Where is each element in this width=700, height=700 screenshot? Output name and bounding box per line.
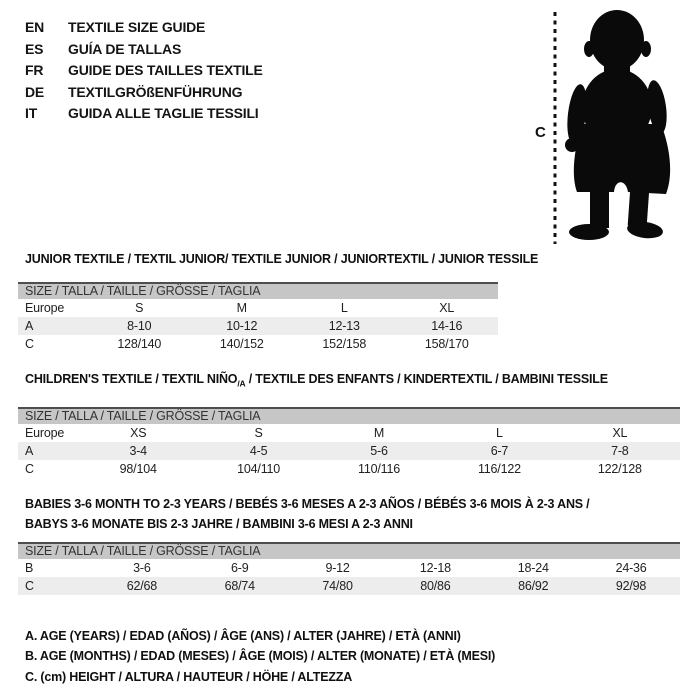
value-cell: 3-4: [129, 443, 147, 458]
value-cell: 5-6: [370, 443, 388, 458]
children-age-row: [18, 442, 680, 460]
size-cell: S: [135, 301, 144, 315]
value-cell: 140/152: [219, 337, 264, 351]
value-cell: 116/122: [477, 461, 521, 476]
row-label: C: [25, 579, 34, 593]
title-part: / TEXTILE DES ENFANTS / KINDERTEXTIL / BAMBINI TESSILE: [245, 372, 608, 386]
toddler-silhouette: [564, 10, 670, 240]
lang-title: TEXTILE SIZE GUIDE: [68, 19, 206, 35]
value-cell: 9-12: [325, 561, 350, 575]
lang-row-de: [25, 82, 263, 104]
value-cell: 4-5: [249, 443, 268, 458]
row-label: Europe: [25, 425, 65, 440]
lang-code: IT: [25, 105, 38, 121]
lang-title: TEXTILGRÖßENFÜHRUNG: [68, 83, 243, 100]
value-cell: 158/170: [424, 337, 469, 351]
language-title-list: [25, 17, 263, 125]
lang-code: ES: [25, 40, 44, 57]
junior-size-header-row: [18, 282, 498, 299]
babies-size-table: [18, 494, 680, 595]
legend-line-b: B. AGE (MONTHS) / EDAD (MESES) / ÂGE (MOIS) / ALTER (MONATE) / ETÀ (MESI): [25, 649, 496, 664]
size-cell: M: [236, 301, 247, 315]
lang-row-es: [25, 39, 263, 61]
size-figure-svg: [530, 4, 698, 248]
size-cell: L: [496, 425, 503, 440]
row-label: A: [25, 443, 34, 458]
lang-row-en: [25, 17, 263, 39]
value-cell: 10-12: [226, 319, 258, 333]
value-cell: 6-7: [490, 443, 509, 458]
value-cell: 12-13: [328, 319, 360, 333]
legend-line-c: C. (cm) HEIGHT / ALTURA / HAUTEUR / HÖHE / ALTEZZA: [25, 669, 353, 684]
children-size-header-row: [18, 407, 680, 424]
value-cell: 14-16: [431, 319, 463, 333]
lang-code: EN: [25, 19, 45, 35]
junior-height-row: [18, 335, 498, 353]
value-cell: 152/158: [322, 337, 367, 351]
value-cell: 3-6: [133, 561, 151, 575]
value-cell: 18-24: [517, 561, 549, 575]
title-line-2: BABYS 3-6 MONATE BIS 2-3 JAHRE / BAMBINI 3-6 MESI A 2-3 ANNI: [25, 517, 413, 531]
size-cell: XL: [612, 425, 628, 440]
value-cell: 7-8: [611, 443, 629, 458]
size-header-text: SIZE / TALLA / TAILLE / GRÖSSE / TAGLIA: [25, 284, 261, 298]
value-cell: 98/104: [119, 461, 157, 476]
junior-size-table: [18, 252, 539, 353]
value-cell: 62/68: [126, 579, 158, 593]
lang-code: FR: [25, 62, 44, 78]
lang-title: GUÍA DE TALLAS: [68, 40, 182, 57]
lang-row-it: [25, 103, 263, 125]
junior-table-title: JUNIOR TEXTILE / TEXTIL JUNIOR/ TEXTILE JUNIOR / JUNIORTEXTIL / JUNIOR TESSILE: [25, 252, 539, 266]
babies-table-title: [25, 494, 680, 534]
row-label: C: [25, 337, 34, 351]
children-height-row: [18, 460, 680, 478]
children-size-table: [18, 372, 680, 478]
junior-europe-row: [18, 299, 498, 317]
size-figure: [530, 4, 698, 248]
title-part: CHILDREN'S TEXTILE / TEXTIL NIÑO: [25, 372, 238, 386]
children-table-title: [25, 372, 680, 391]
legend-line-a: A. AGE (YEARS) / EDAD (AÑOS) / ÂGE (ANS) / ALTER (JAHRE) / ETÀ (ANNI): [25, 629, 461, 643]
size-cell: M: [373, 425, 385, 440]
measure-legend: [25, 626, 495, 687]
value-cell: 86/92: [518, 579, 549, 593]
lang-row-fr: [25, 60, 263, 82]
babies-size-header-row: [18, 542, 680, 559]
size-cell: XL: [439, 301, 455, 315]
lang-title: GUIDA ALLE TAGLIE TESSILI: [68, 105, 259, 121]
value-cell: 68/74: [224, 579, 255, 593]
row-label: Europe: [25, 301, 65, 315]
children-europe-row: [18, 424, 680, 442]
row-label: C: [25, 461, 34, 476]
babies-height-row: [18, 577, 680, 595]
height-label: C: [535, 124, 546, 141]
size-header-text: SIZE / TALLA / TAILLE / GRÖSSE / TAGLIA: [25, 408, 261, 423]
value-cell: 24-36: [615, 561, 647, 575]
value-cell: 8-10: [127, 319, 152, 333]
value-cell: 110/116: [358, 461, 400, 476]
value-cell: 6-9: [231, 561, 249, 575]
title-subscript: /A: [237, 378, 246, 389]
value-cell: 12-18: [419, 561, 451, 575]
size-cell: L: [340, 301, 348, 315]
babies-months-row: [18, 559, 680, 577]
size-header-text: SIZE / TALLA / TAILLE / GRÖSSE / TAGLIA: [25, 544, 261, 558]
value-cell: 92/98: [615, 579, 647, 593]
value-cell: 104/110: [237, 461, 281, 476]
value-cell: 128/140: [117, 337, 162, 351]
title-line-1: BABIES 3-6 MONTH TO 2-3 YEARS / BEBÉS 3-6 MESES A 2-3 AÑOS / BÉBÉS 3-6 MOIS À 2-3 ANS /: [25, 497, 590, 511]
junior-age-row: [18, 317, 498, 335]
lang-title: GUIDE DES TAILLES TEXTILE: [68, 62, 263, 78]
row-label: A: [25, 319, 34, 333]
value-cell: 74/80: [322, 579, 353, 593]
value-cell: 80/86: [420, 579, 451, 593]
value-cell: 122/128: [597, 461, 642, 476]
size-cell: S: [254, 425, 263, 440]
row-label: B: [25, 561, 34, 575]
size-cell: XS: [130, 425, 147, 440]
lang-code: DE: [25, 83, 45, 100]
